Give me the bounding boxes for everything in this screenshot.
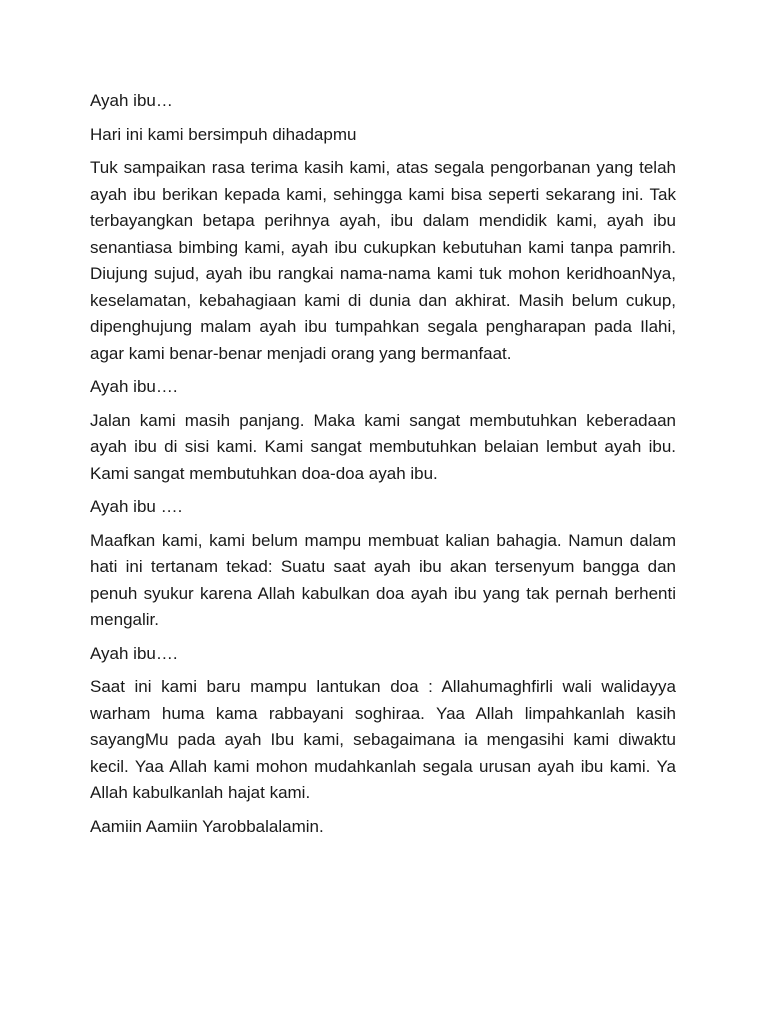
greeting-line-1: Ayah ibu… xyxy=(90,91,173,110)
greeting-line-4: Ayah ibu…. xyxy=(90,643,178,663)
paragraph-prayer: Saat ini kami baru mampu lantukan doa : Allahumaghfirli wali walidayya warham huma kama rabbayani soghiraa. Yaa Allah limpahkanlah kasih sayangMu pada ayah Ibu kami, sebagaimana ia mengasihi kami diwaktu kecil. Yaa Allah kami mohon mudahkanlah segala urusan ayah ibu kami. Ya Allah kabulkanlah hajat kami. xyxy=(90,677,676,802)
greeting-line-3: Ayah ibu …. xyxy=(90,497,183,516)
intro-line: Hari ini kami bersimpuh dihadapmu xyxy=(90,124,357,144)
document-page xyxy=(90,88,676,847)
greeting-line-2: Ayah ibu…. xyxy=(90,377,178,396)
closing-line: Aamiin Aamiin Yarobbalalamin. xyxy=(90,816,324,836)
paragraph-need: Jalan kami masih panjang. Maka kami sangat membutuhkan keberadaan ayah ibu di sisi kami. Kami sangat membutuhkan belaian lembut ayah ibu. Kami sangat membutuhkan doa-doa ayah ibu. xyxy=(90,410,676,483)
paragraph-gratitude: Tuk sampaikan rasa terima kasih kami, atas segala pengorbanan yang telah ayah ibu berikan kepada kami, sehingga kami bisa seperti sekarang ini. Tak terbayangkan betapa perihnya ayah, ibu dalam mendidik kami, ayah ibu senantiasa bimbing kami, ayah ibu cukupkan kebutuhan kami tanpa pamrih. Diujung sujud, ayah ibu rangkai nama-nama kami tuk mohon keridhoanNya, keselamatan, kebahagiaan kami di dunia dan akhirat. Masih belum cukup, dipenghujung malam ayah ibu tumpahkan segala pengharapan pada Ilahi, agar kami benar-benar menjadi orang yang bermanfaat. xyxy=(90,158,676,363)
paragraph-apology: Maafkan kami, kami belum mampu membuat kalian bahagia. Namun dalam hati ini tertanam tekad: Suatu saat ayah ibu akan tersenyum bangga dan penuh syukur karena Allah kabulkan doa ayah ibu yang tak pernah berhenti mengalir. xyxy=(90,530,676,629)
